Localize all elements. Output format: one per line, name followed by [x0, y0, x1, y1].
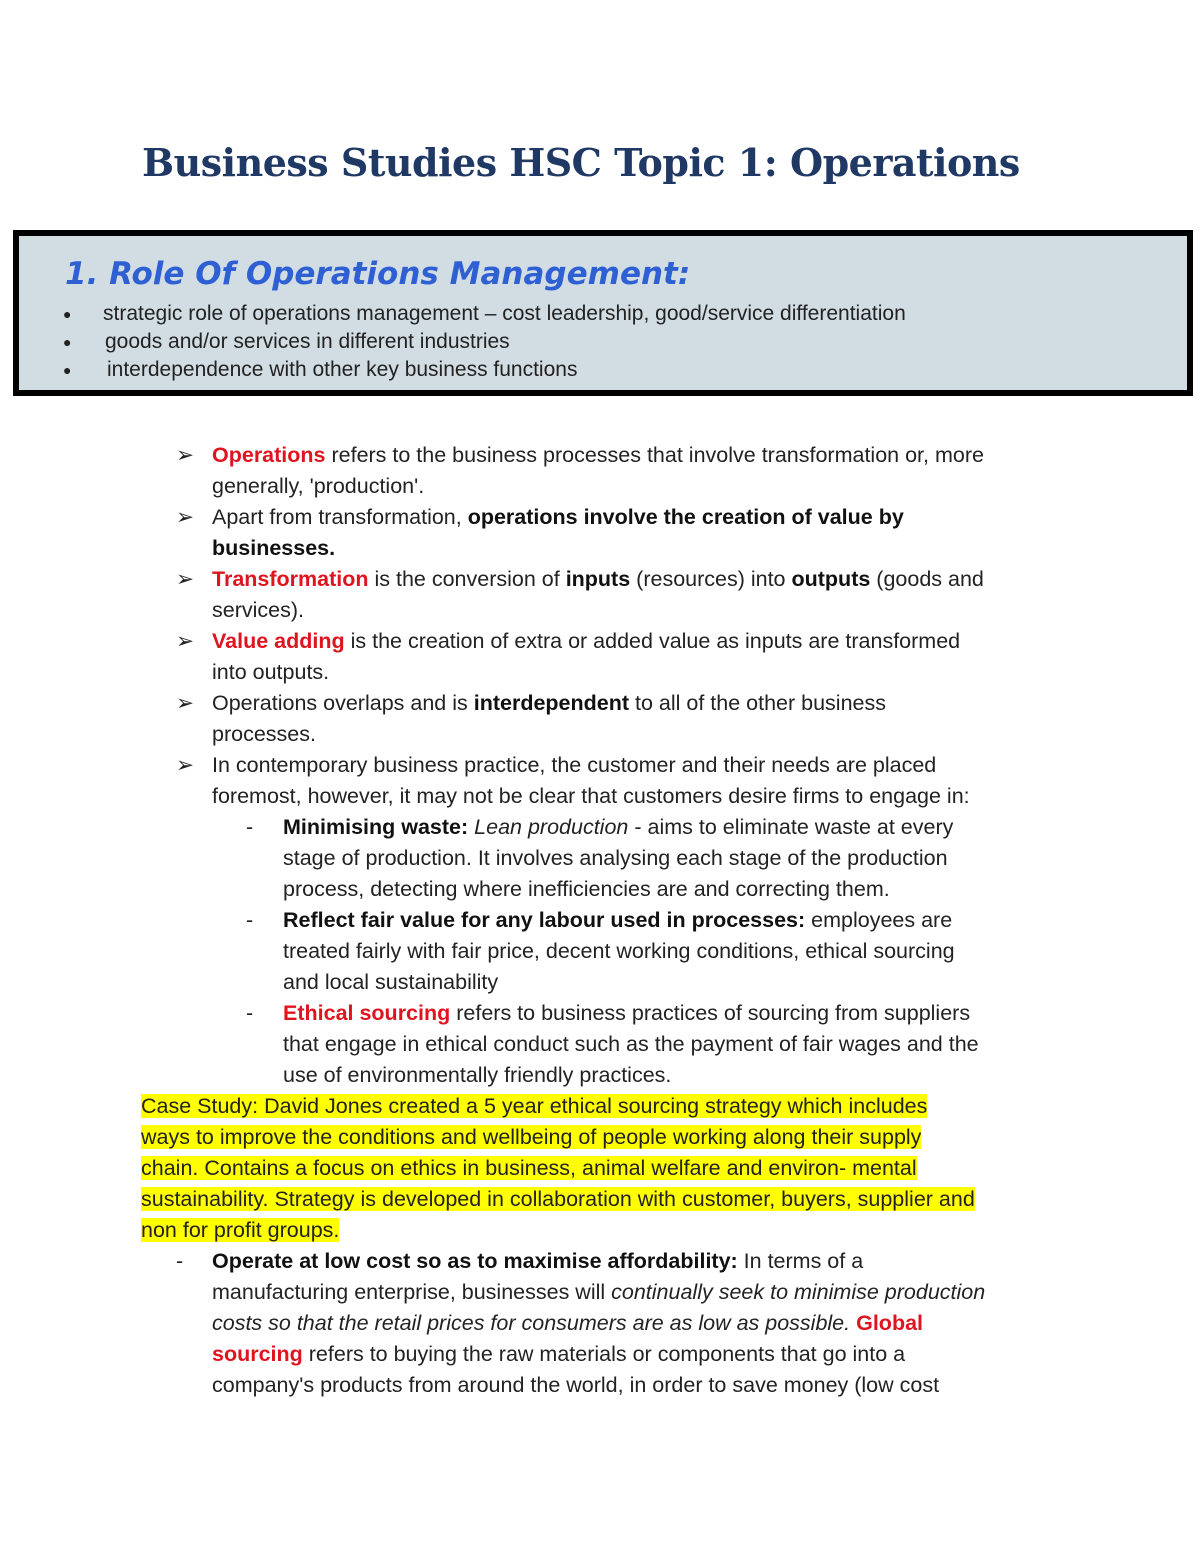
note-line: process, detecting where inefficiencies are and correcting them.	[283, 877, 890, 901]
sub-point: - Minimising waste: Lean production - aims to eliminate waste at every	[0, 812, 1200, 843]
key-term: Transformation	[212, 567, 369, 591]
arrow-bullet-icon: ➢	[176, 629, 195, 653]
note-line: and local sustainability	[283, 970, 499, 994]
syllabus-bullet: ● interdependence with other key business functions	[63, 356, 906, 384]
page-title: Business Studies HSC Topic 1: Operations	[142, 140, 1020, 185]
arrow-bullet-icon: ➢	[176, 505, 195, 529]
note-line: services).	[212, 598, 304, 622]
arrow-bullet-icon: ➢	[176, 567, 195, 591]
bullet-dot-icon: ●	[63, 306, 72, 322]
note-point: ➢ Value adding is the creation of extra or added value as inputs are transformed	[0, 626, 1200, 657]
bullet-dot-icon: ●	[63, 334, 72, 350]
sub-point: - Operate at low cost so as to maximise affordability: In terms of a	[0, 1246, 1200, 1277]
arrow-bullet-icon: ➢	[176, 753, 195, 777]
note-line: generally, 'production'.	[212, 474, 425, 498]
case-study-line: sustainability. Strategy is developed in collaboration with customer, buyers, supplier and	[141, 1187, 975, 1211]
note-line: that engage in ethical conduct such as the payment of fair wages and the	[283, 1032, 979, 1056]
note-line: company's products from around the world, in order to save money (low cost	[212, 1373, 940, 1397]
arrow-bullet-icon: ➢	[176, 691, 195, 715]
dash-bullet-icon: -	[246, 908, 254, 932]
note-line: stage of production. It involves analysing each stage of the production	[283, 846, 948, 870]
note-point: ➢ Transformation is the conversion of inputs (resources) into outputs (goods and	[0, 564, 1200, 595]
note-line: use of environmentally friendly practices.	[283, 1063, 672, 1087]
note-point: ➢ Operations refers to the business processes that involve transformation or, more	[0, 440, 1200, 471]
syllabus-box	[13, 230, 1193, 396]
syllabus-bullet: ● strategic role of operations management – cost leadership, good/service differentiation	[63, 300, 906, 328]
note-point: ➢ In contemporary business practice, the customer and their needs are placed	[0, 750, 1200, 781]
sub-point: - Ethical sourcing refers to business practices of sourcing from suppliers	[0, 998, 1200, 1029]
dash-bullet-icon: -	[246, 815, 254, 839]
syllabus-heading: 1. Role Of Operations Management:	[65, 256, 691, 292]
dash-bullet-icon: -	[246, 1001, 254, 1025]
key-term: Ethical sourcing	[283, 1001, 451, 1025]
note-line: costs so that the retail prices for consumers are as low as possible. Global	[212, 1311, 924, 1335]
key-term: Global	[856, 1311, 924, 1335]
dash-bullet-icon: -	[176, 1249, 184, 1273]
notes-body	[0, 440, 1200, 1401]
note-line: manufacturing enterprise, businesses will continually seek to minimise production	[212, 1280, 986, 1304]
key-term: sourcing	[212, 1342, 303, 1366]
note-line: sourcing refers to buying the raw materials or components that go into a	[212, 1342, 906, 1366]
note-line: into outputs.	[212, 660, 330, 684]
note-line: businesses.	[212, 536, 336, 560]
syllabus-bullet: ● goods and/or services in different industries	[63, 328, 906, 356]
case-study-line: ways to improve the conditions and wellbeing of people working along their supply	[141, 1125, 922, 1149]
note-line: treated fairly with fair price, decent working conditions, ethical sourcing	[283, 939, 955, 963]
bullet-dot-icon: ●	[63, 362, 72, 378]
note-line: processes.	[212, 722, 316, 746]
key-term: Value adding	[212, 629, 345, 653]
case-study-line: chain. Contains a focus on ethics in business, animal welfare and environ- mental	[141, 1156, 917, 1180]
note-point: ➢ Apart from transformation, operations involve the creation of value by	[0, 502, 1200, 533]
case-study-line: non for profit groups.	[141, 1218, 340, 1242]
syllabus-bullet-list	[63, 300, 906, 384]
key-term: Operations	[212, 443, 326, 467]
note-point: ➢ Operations overlaps and is interdependent to all of the other business	[0, 688, 1200, 719]
sub-point: - Reflect fair value for any labour used in processes: employees are	[0, 905, 1200, 936]
arrow-bullet-icon: ➢	[176, 443, 195, 467]
case-study-line: Case Study: David Jones created a 5 year ethical sourcing strategy which includes	[141, 1094, 928, 1118]
note-line: foremost, however, it may not be clear that customers desire firms to engage in:	[212, 784, 970, 808]
